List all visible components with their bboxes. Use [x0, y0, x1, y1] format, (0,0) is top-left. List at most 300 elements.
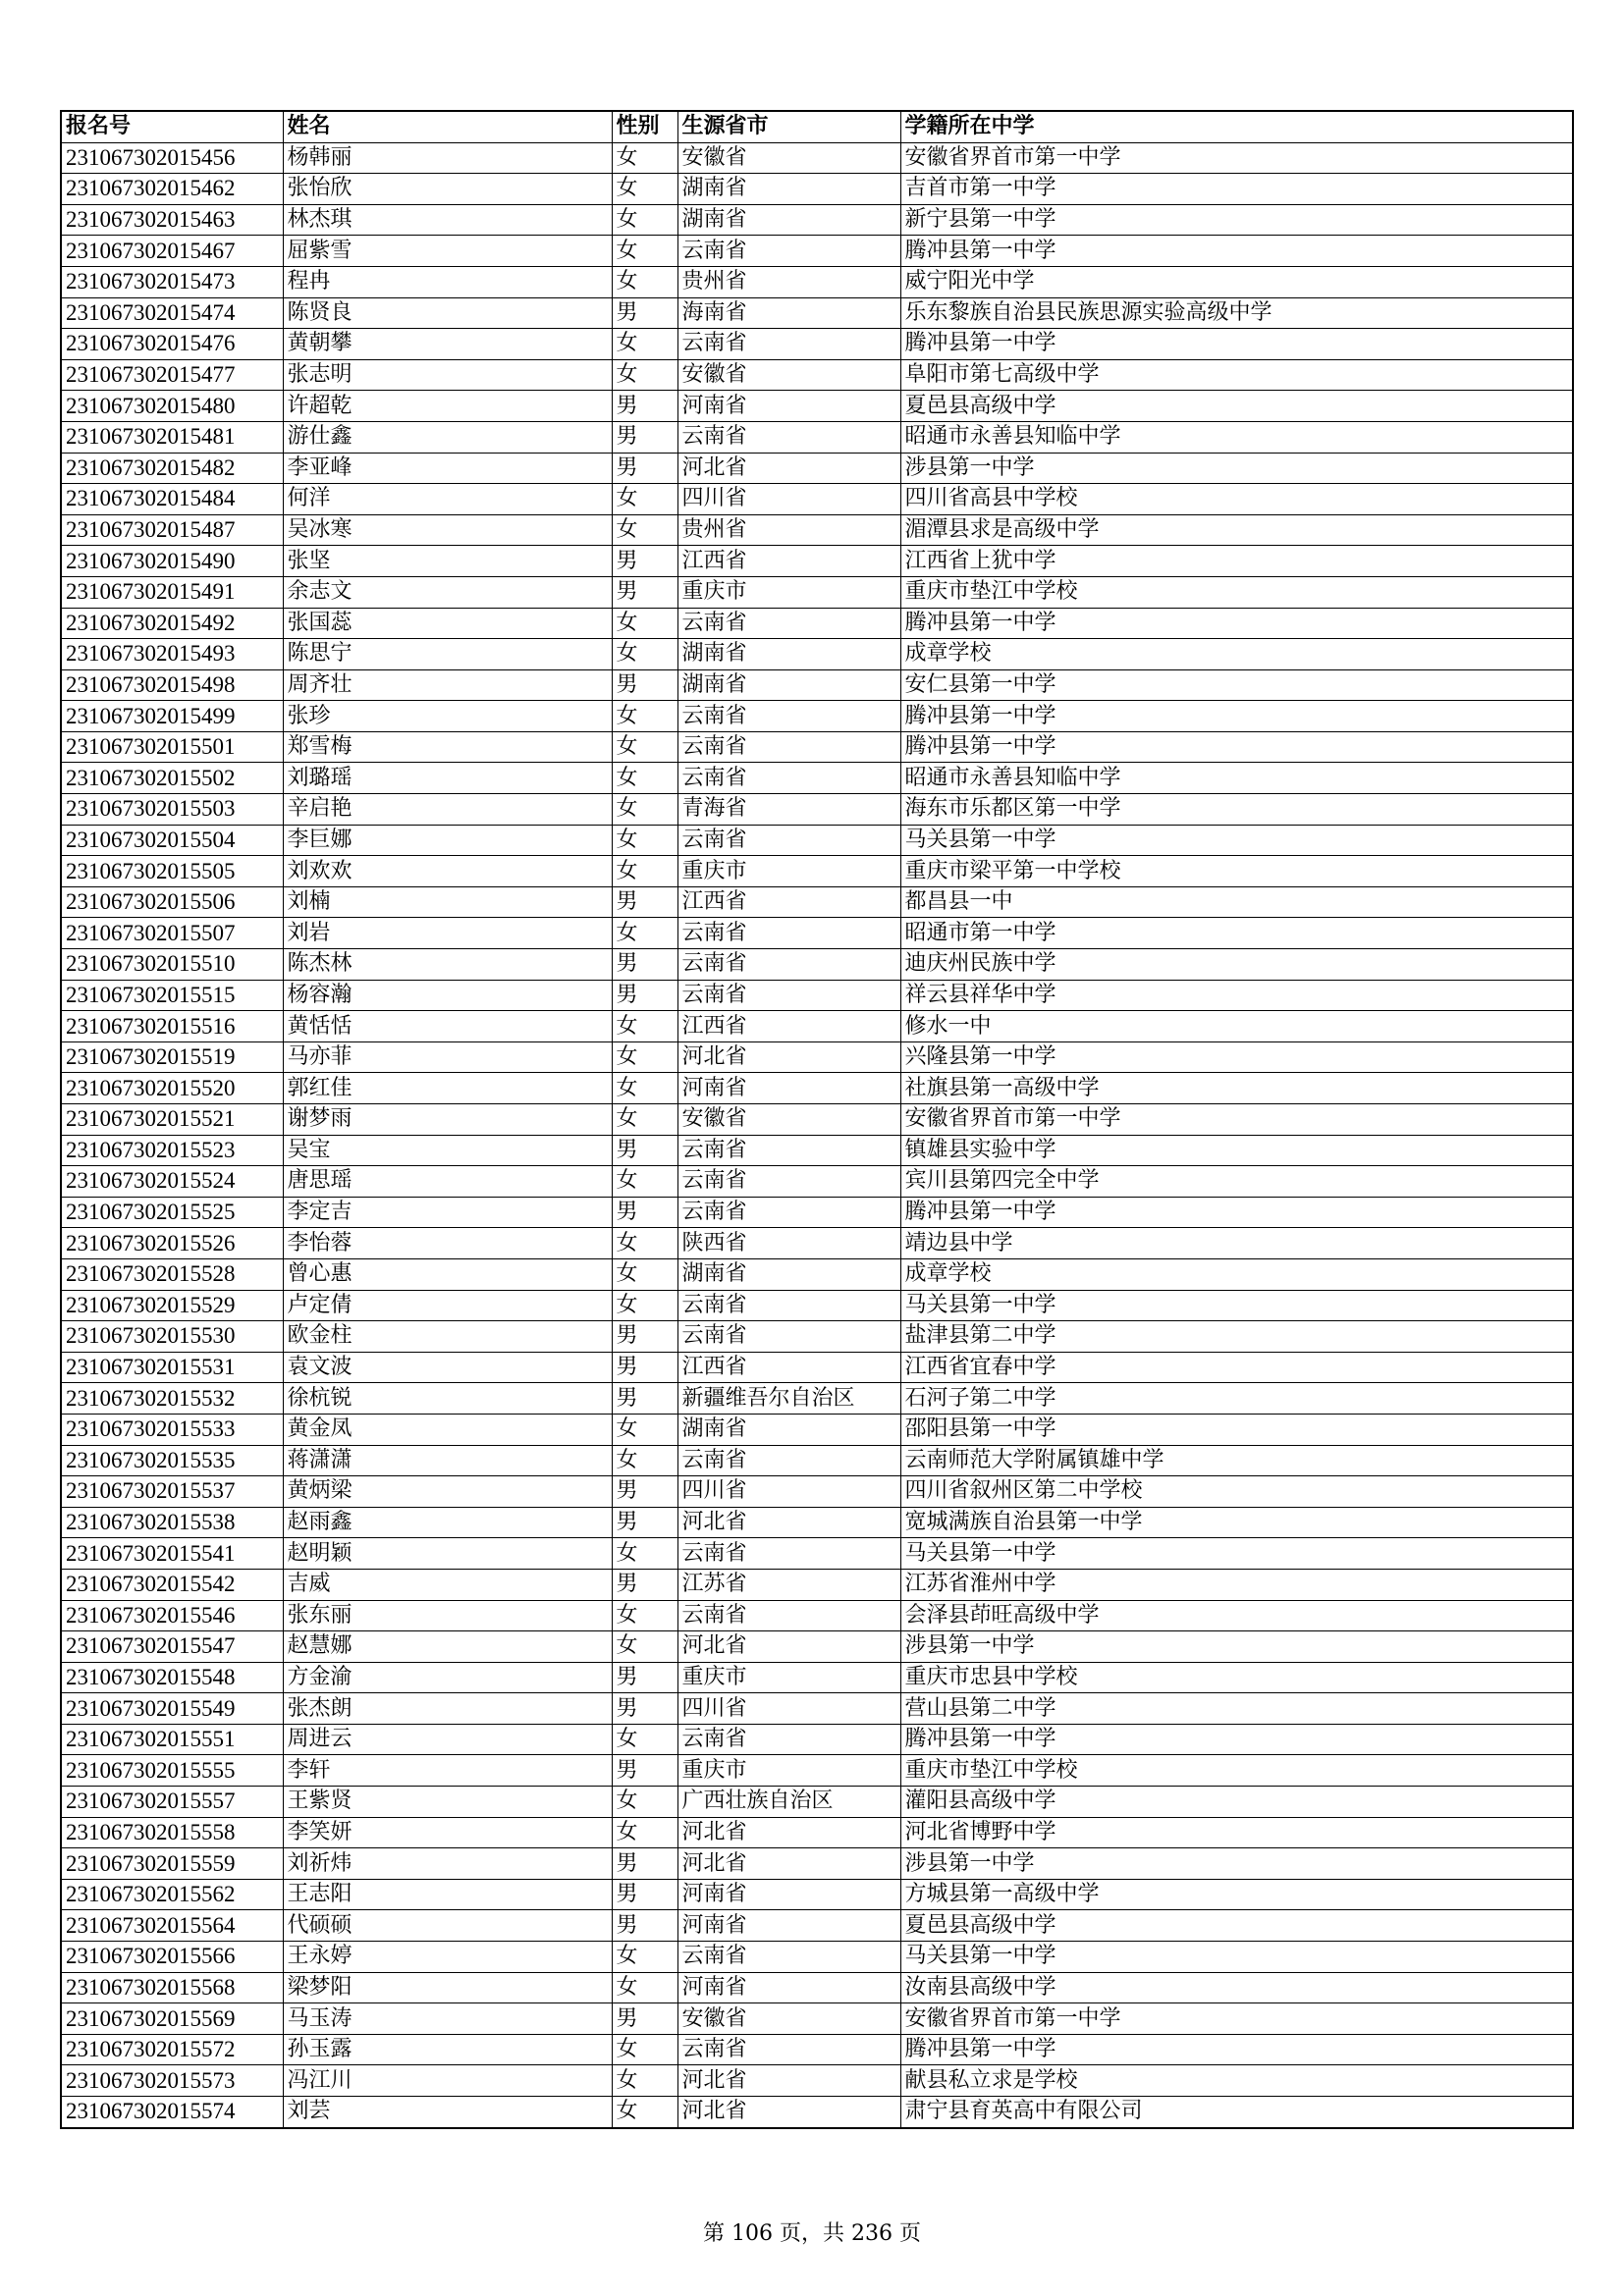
- name-cell: 余志文: [283, 576, 612, 608]
- gender-cell: 女: [612, 1972, 677, 2003]
- gender-cell: 女: [612, 825, 677, 856]
- table-row: [61, 484, 1573, 515]
- province-cell: 河南省: [677, 1972, 900, 2003]
- school-cell: 营山县第二中学: [900, 1693, 1573, 1725]
- school-cell: 腾冲县第一中学: [900, 608, 1573, 639]
- registration-number-cell: 231067302015515: [61, 980, 283, 1011]
- name-cell: 马玉涛: [283, 2003, 612, 2035]
- name-cell: 吴宝: [283, 1135, 612, 1166]
- school-cell: 腾冲县第一中学: [900, 329, 1573, 360]
- table-row: [61, 794, 1573, 826]
- gender-cell: 男: [612, 297, 677, 329]
- registration-number-cell: 231067302015493: [61, 639, 283, 670]
- name-cell: 李笑妍: [283, 1817, 612, 1848]
- name-cell: 李定吉: [283, 1197, 612, 1228]
- registration-number-cell: 231067302015568: [61, 1972, 283, 2003]
- registration-number-cell: 231067302015477: [61, 359, 283, 391]
- gender-cell: 女: [612, 763, 677, 794]
- gender-cell: 女: [612, 639, 677, 670]
- name-cell: 赵明颖: [283, 1538, 612, 1570]
- registration-number-cell: 231067302015542: [61, 1569, 283, 1600]
- table-row: [61, 391, 1573, 422]
- gender-cell: 女: [612, 1631, 677, 1663]
- gender-cell: 女: [612, 484, 677, 515]
- table-row: [61, 1041, 1573, 1073]
- name-cell: 李亚峰: [283, 453, 612, 484]
- province-cell: 河北省: [677, 1631, 900, 1663]
- province-cell: 重庆市: [677, 1755, 900, 1787]
- province-cell: 安徽省: [677, 359, 900, 391]
- gender-cell: 女: [612, 204, 677, 236]
- province-cell: 云南省: [677, 1197, 900, 1228]
- school-cell: 涉县第一中学: [900, 453, 1573, 484]
- province-cell: 江西省: [677, 546, 900, 577]
- registration-number-cell: 231067302015551: [61, 1724, 283, 1755]
- school-cell: 夏邑县高级中学: [900, 391, 1573, 422]
- table-row: [61, 174, 1573, 205]
- gender-cell: 男: [612, 1755, 677, 1787]
- school-cell: 修水一中: [900, 1011, 1573, 1042]
- province-cell: 云南省: [677, 701, 900, 732]
- school-cell: 阜阳市第七高级中学: [900, 359, 1573, 391]
- table-row: [61, 1073, 1573, 1104]
- province-cell: 河北省: [677, 453, 900, 484]
- gender-cell: 女: [612, 856, 677, 887]
- registration-number-cell: 231067302015525: [61, 1197, 283, 1228]
- province-cell: 云南省: [677, 1600, 900, 1631]
- school-cell: 云南师范大学附属镇雄中学: [900, 1445, 1573, 1476]
- gender-cell: 女: [612, 608, 677, 639]
- school-cell: 腾冲县第一中学: [900, 701, 1573, 732]
- registration-number-cell: 231067302015541: [61, 1538, 283, 1570]
- name-cell: 卢定倩: [283, 1290, 612, 1321]
- school-cell: 新宁县第一中学: [900, 204, 1573, 236]
- table-body: [61, 142, 1573, 2128]
- name-cell: 刘欢欢: [283, 856, 612, 887]
- gender-cell: 女: [612, 266, 677, 297]
- gender-cell: 男: [612, 391, 677, 422]
- name-cell: 徐杭锐: [283, 1383, 612, 1415]
- table-row: [61, 453, 1573, 484]
- name-cell: 陈杰林: [283, 949, 612, 981]
- table-row: [61, 763, 1573, 794]
- gender-cell: 女: [612, 1290, 677, 1321]
- gender-cell: 女: [612, 794, 677, 826]
- table-row: [61, 1383, 1573, 1415]
- table-row: [61, 1631, 1573, 1663]
- province-cell: 河南省: [677, 1910, 900, 1942]
- table-row: [61, 669, 1573, 701]
- school-cell: 腾冲县第一中学: [900, 1724, 1573, 1755]
- gender-cell: 男: [612, 1321, 677, 1353]
- school-cell: 昭通市永善县知临中学: [900, 763, 1573, 794]
- table-row: [61, 329, 1573, 360]
- registration-number-cell: 231067302015559: [61, 1848, 283, 1880]
- province-cell: 重庆市: [677, 576, 900, 608]
- province-cell: 重庆市: [677, 856, 900, 887]
- gender-cell: 男: [612, 1507, 677, 1538]
- registration-number-cell: 231067302015535: [61, 1445, 283, 1476]
- table-row: [61, 1166, 1573, 1198]
- registration-number-cell: 231067302015505: [61, 856, 283, 887]
- province-cell: 湖南省: [677, 1414, 900, 1445]
- name-cell: 黄朝攀: [283, 329, 612, 360]
- name-cell: 张国蕊: [283, 608, 612, 639]
- gender-cell: 男: [612, 1197, 677, 1228]
- school-cell: 成章学校: [900, 1258, 1573, 1290]
- table-row: [61, 1662, 1573, 1693]
- table-row: [61, 1724, 1573, 1755]
- school-cell: 重庆市梁平第一中学校: [900, 856, 1573, 887]
- name-cell: 林杰琪: [283, 204, 612, 236]
- school-cell: 都昌县一中: [900, 886, 1573, 918]
- name-cell: 冯江川: [283, 2065, 612, 2097]
- gender-cell: 女: [612, 1600, 677, 1631]
- registration-number-cell: 231067302015480: [61, 391, 283, 422]
- registration-number-cell: 231067302015463: [61, 204, 283, 236]
- table-row: [61, 1011, 1573, 1042]
- name-cell: 许超乾: [283, 391, 612, 422]
- school-cell: 腾冲县第一中学: [900, 731, 1573, 763]
- school-cell: 迪庆州民族中学: [900, 949, 1573, 981]
- gender-cell: 女: [612, 514, 677, 546]
- table-row: [61, 576, 1573, 608]
- name-cell: 刘祈炜: [283, 1848, 612, 1880]
- province-cell: 湖南省: [677, 204, 900, 236]
- gender-cell: 男: [612, 1135, 677, 1166]
- gender-cell: 女: [612, 1258, 677, 1290]
- school-cell: 四川省叙州区第二中学校: [900, 1476, 1573, 1508]
- province-cell: 云南省: [677, 1538, 900, 1570]
- school-cell: 乐东黎族自治县民族思源实验高级中学: [900, 297, 1573, 329]
- province-cell: 江西省: [677, 1352, 900, 1383]
- province-cell: 广西壮族自治区: [677, 1787, 900, 1818]
- school-cell: 吉首市第一中学: [900, 174, 1573, 205]
- name-cell: 杨韩丽: [283, 142, 612, 174]
- name-cell: 梁梦阳: [283, 1972, 612, 2003]
- gender-cell: 男: [612, 1910, 677, 1942]
- province-cell: 安徽省: [677, 142, 900, 174]
- school-cell: 腾冲县第一中学: [900, 236, 1573, 267]
- registration-number-cell: 231067302015476: [61, 329, 283, 360]
- gender-cell: 女: [612, 236, 677, 267]
- gender-cell: 男: [612, 1879, 677, 1910]
- gender-cell: 女: [612, 1817, 677, 1848]
- province-cell: 河南省: [677, 1879, 900, 1910]
- gender-cell: 女: [612, 1942, 677, 1973]
- name-cell: 屈紫雪: [283, 236, 612, 267]
- province-cell: 四川省: [677, 1476, 900, 1508]
- gender-cell: 女: [612, 1166, 677, 1198]
- gender-cell: 男: [612, 576, 677, 608]
- name-cell: 谢梦雨: [283, 1104, 612, 1136]
- registration-number-cell: 231067302015547: [61, 1631, 283, 1663]
- name-cell: 郭红佳: [283, 1073, 612, 1104]
- province-cell: 新疆维吾尔自治区: [677, 1383, 900, 1415]
- name-cell: 辛启艳: [283, 794, 612, 826]
- gender-cell: 女: [612, 1787, 677, 1818]
- school-cell: 涉县第一中学: [900, 1631, 1573, 1663]
- gender-cell: 男: [612, 546, 677, 577]
- header-registration-number: 报名号: [61, 111, 283, 142]
- name-cell: 张珍: [283, 701, 612, 732]
- registration-number-cell: 231067302015498: [61, 669, 283, 701]
- table-row: [61, 1197, 1573, 1228]
- table-row: [61, 1104, 1573, 1136]
- province-cell: 贵州省: [677, 266, 900, 297]
- school-cell: 重庆市垫江中学校: [900, 576, 1573, 608]
- province-cell: 重庆市: [677, 1662, 900, 1693]
- gender-cell: 女: [612, 731, 677, 763]
- registration-number-cell: 231067302015519: [61, 1041, 283, 1073]
- school-cell: 马关县第一中学: [900, 1942, 1573, 1973]
- table-row: [61, 1414, 1573, 1445]
- school-cell: 石河子第二中学: [900, 1383, 1573, 1415]
- registration-number-cell: 231067302015557: [61, 1787, 283, 1818]
- table-row: [61, 1352, 1573, 1383]
- registration-number-cell: 231067302015506: [61, 886, 283, 918]
- province-cell: 江西省: [677, 1011, 900, 1042]
- province-cell: 湖南省: [677, 1258, 900, 1290]
- school-cell: 安徽省界首市第一中学: [900, 1104, 1573, 1136]
- name-cell: 王紫贤: [283, 1787, 612, 1818]
- registration-number-cell: 231067302015572: [61, 2034, 283, 2065]
- name-cell: 刘璐瑶: [283, 763, 612, 794]
- name-cell: 黄恬恬: [283, 1011, 612, 1042]
- name-cell: 何洋: [283, 484, 612, 515]
- registration-number-cell: 231067302015473: [61, 266, 283, 297]
- province-cell: 河南省: [677, 1073, 900, 1104]
- registration-number-cell: 231067302015503: [61, 794, 283, 826]
- province-cell: 湖南省: [677, 174, 900, 205]
- name-cell: 赵雨鑫: [283, 1507, 612, 1538]
- school-cell: 宾川县第四完全中学: [900, 1166, 1573, 1198]
- name-cell: 黄金凤: [283, 1414, 612, 1445]
- name-cell: 刘岩: [283, 918, 612, 949]
- gender-cell: 女: [612, 1104, 677, 1136]
- province-cell: 江西省: [677, 886, 900, 918]
- registration-number-cell: 231067302015502: [61, 763, 283, 794]
- province-cell: 云南省: [677, 949, 900, 981]
- registration-number-cell: 231067302015562: [61, 1879, 283, 1910]
- header-gender: 性别: [612, 111, 677, 142]
- table-row: [61, 918, 1573, 949]
- province-cell: 云南省: [677, 421, 900, 453]
- name-cell: 蒋潇潇: [283, 1445, 612, 1476]
- school-cell: 腾冲县第一中学: [900, 2034, 1573, 2065]
- table-row: [61, 1445, 1573, 1476]
- registration-number-cell: 231067302015548: [61, 1662, 283, 1693]
- school-cell: 马关县第一中学: [900, 1290, 1573, 1321]
- table-row: [61, 701, 1573, 732]
- gender-cell: 女: [612, 1724, 677, 1755]
- table-row: [61, 1693, 1573, 1725]
- province-cell: 云南省: [677, 1724, 900, 1755]
- registration-number-cell: 231067302015504: [61, 825, 283, 856]
- province-cell: 云南省: [677, 608, 900, 639]
- registration-number-cell: 231067302015474: [61, 297, 283, 329]
- table-row: [61, 1848, 1573, 1880]
- registration-number-cell: 231067302015524: [61, 1166, 283, 1198]
- province-cell: 云南省: [677, 236, 900, 267]
- gender-cell: 男: [612, 1383, 677, 1415]
- name-cell: 黄炳梁: [283, 1476, 612, 1508]
- header-school: 学籍所在中学: [900, 111, 1573, 142]
- name-cell: 吉威: [283, 1569, 612, 1600]
- school-cell: 兴隆县第一中学: [900, 1041, 1573, 1073]
- name-cell: 张杰朗: [283, 1693, 612, 1725]
- gender-cell: 男: [612, 980, 677, 1011]
- province-cell: 云南省: [677, 1942, 900, 1973]
- name-cell: 曾心惠: [283, 1258, 612, 1290]
- school-cell: 祥云县祥华中学: [900, 980, 1573, 1011]
- gender-cell: 女: [612, 1073, 677, 1104]
- table-row: [61, 886, 1573, 918]
- school-cell: 马关县第一中学: [900, 825, 1573, 856]
- table-row: [61, 266, 1573, 297]
- registration-number-cell: 231067302015491: [61, 576, 283, 608]
- province-cell: 海南省: [677, 297, 900, 329]
- gender-cell: 女: [612, 174, 677, 205]
- table-header-row: [61, 111, 1573, 142]
- province-cell: 云南省: [677, 731, 900, 763]
- school-cell: 重庆市忠县中学校: [900, 1662, 1573, 1693]
- gender-cell: 男: [612, 1662, 677, 1693]
- registration-number-cell: 231067302015507: [61, 918, 283, 949]
- province-cell: 贵州省: [677, 514, 900, 546]
- registration-number-cell: 231067302015520: [61, 1073, 283, 1104]
- province-cell: 湖南省: [677, 669, 900, 701]
- registration-number-cell: 231067302015492: [61, 608, 283, 639]
- name-cell: 孙玉露: [283, 2034, 612, 2065]
- gender-cell: 女: [612, 1414, 677, 1445]
- school-cell: 涉县第一中学: [900, 1848, 1573, 1880]
- school-cell: 河北省博野中学: [900, 1817, 1573, 1848]
- gender-cell: 男: [612, 1848, 677, 1880]
- name-cell: 张志明: [283, 359, 612, 391]
- province-cell: 河南省: [677, 391, 900, 422]
- registration-number-cell: 231067302015521: [61, 1104, 283, 1136]
- province-cell: 云南省: [677, 825, 900, 856]
- province-cell: 安徽省: [677, 2003, 900, 2035]
- province-cell: 陕西省: [677, 1228, 900, 1259]
- registration-number-cell: 231067302015531: [61, 1352, 283, 1383]
- registration-number-cell: 231067302015555: [61, 1755, 283, 1787]
- registration-number-cell: 231067302015523: [61, 1135, 283, 1166]
- table-row: [61, 1228, 1573, 1259]
- registration-number-cell: 231067302015529: [61, 1290, 283, 1321]
- name-cell: 赵慧娜: [283, 1631, 612, 1663]
- table-row: [61, 1135, 1573, 1166]
- gender-cell: 女: [612, 2034, 677, 2065]
- gender-cell: 女: [612, 329, 677, 360]
- province-cell: 云南省: [677, 1321, 900, 1353]
- registration-number-cell: 231067302015566: [61, 1942, 283, 1973]
- school-cell: 镇雄县实验中学: [900, 1135, 1573, 1166]
- school-cell: 重庆市垫江中学校: [900, 1755, 1573, 1787]
- table-row: [61, 1476, 1573, 1508]
- school-cell: 夏邑县高级中学: [900, 1910, 1573, 1942]
- name-cell: 陈贤良: [283, 297, 612, 329]
- school-cell: 湄潭县求是高级中学: [900, 514, 1573, 546]
- name-cell: 王志阳: [283, 1879, 612, 1910]
- table-row: [61, 639, 1573, 670]
- school-cell: 汝南县高级中学: [900, 1972, 1573, 2003]
- table-row: [61, 1290, 1573, 1321]
- gender-cell: 女: [612, 701, 677, 732]
- table-row: [61, 949, 1573, 981]
- gender-cell: 男: [612, 669, 677, 701]
- registration-number-cell: 231067302015549: [61, 1693, 283, 1725]
- school-cell: 盐津县第二中学: [900, 1321, 1573, 1353]
- name-cell: 张坚: [283, 546, 612, 577]
- province-cell: 云南省: [677, 1445, 900, 1476]
- table-row: [61, 1879, 1573, 1910]
- province-cell: 河北省: [677, 1507, 900, 1538]
- gender-cell: 女: [612, 2065, 677, 2097]
- gender-cell: 女: [612, 1538, 677, 1570]
- name-cell: 周齐壮: [283, 669, 612, 701]
- registration-number-cell: 231067302015532: [61, 1383, 283, 1415]
- table-row: [61, 2003, 1573, 2035]
- registration-number-cell: 231067302015569: [61, 2003, 283, 2035]
- gender-cell: 女: [612, 1011, 677, 1042]
- gender-cell: 女: [612, 1041, 677, 1073]
- name-cell: 袁文波: [283, 1352, 612, 1383]
- name-cell: 刘芸: [283, 2097, 612, 2128]
- name-cell: 周进云: [283, 1724, 612, 1755]
- table-row: [61, 731, 1573, 763]
- registration-number-cell: 231067302015487: [61, 514, 283, 546]
- table-row: [61, 2065, 1573, 2097]
- gender-cell: 女: [612, 359, 677, 391]
- registration-number-cell: 231067302015481: [61, 421, 283, 453]
- name-cell: 马亦菲: [283, 1041, 612, 1073]
- registration-number-cell: 231067302015546: [61, 1600, 283, 1631]
- gender-cell: 女: [612, 1445, 677, 1476]
- registration-number-cell: 231067302015558: [61, 1817, 283, 1848]
- province-cell: 安徽省: [677, 1104, 900, 1136]
- school-cell: 江西省上犹中学: [900, 546, 1573, 577]
- name-cell: 方金渝: [283, 1662, 612, 1693]
- name-cell: 杨容瀚: [283, 980, 612, 1011]
- registration-number-cell: 231067302015499: [61, 701, 283, 732]
- name-cell: 程冉: [283, 266, 612, 297]
- page-footer: 第 106 页，共 236 页: [703, 2221, 921, 2246]
- table-row: [61, 359, 1573, 391]
- name-cell: 欧金柱: [283, 1321, 612, 1353]
- province-cell: 云南省: [677, 1290, 900, 1321]
- gender-cell: 男: [612, 949, 677, 981]
- gender-cell: 男: [612, 421, 677, 453]
- registration-number-cell: 231067302015456: [61, 142, 283, 174]
- name-cell: 郑雪梅: [283, 731, 612, 763]
- registration-number-cell: 231067302015516: [61, 1011, 283, 1042]
- table-row: [61, 1538, 1573, 1570]
- name-cell: 张东丽: [283, 1600, 612, 1631]
- table-row: [61, 980, 1573, 1011]
- province-cell: 云南省: [677, 1135, 900, 1166]
- gender-cell: 男: [612, 1352, 677, 1383]
- registration-number-cell: 231067302015537: [61, 1476, 283, 1508]
- registration-number-cell: 231067302015533: [61, 1414, 283, 1445]
- school-cell: 江西省宜春中学: [900, 1352, 1573, 1383]
- table-row: [61, 142, 1573, 174]
- table-row: [61, 825, 1573, 856]
- school-cell: 献县私立求是学校: [900, 2065, 1573, 2097]
- province-cell: 河北省: [677, 1848, 900, 1880]
- school-cell: 海东市乐都区第一中学: [900, 794, 1573, 826]
